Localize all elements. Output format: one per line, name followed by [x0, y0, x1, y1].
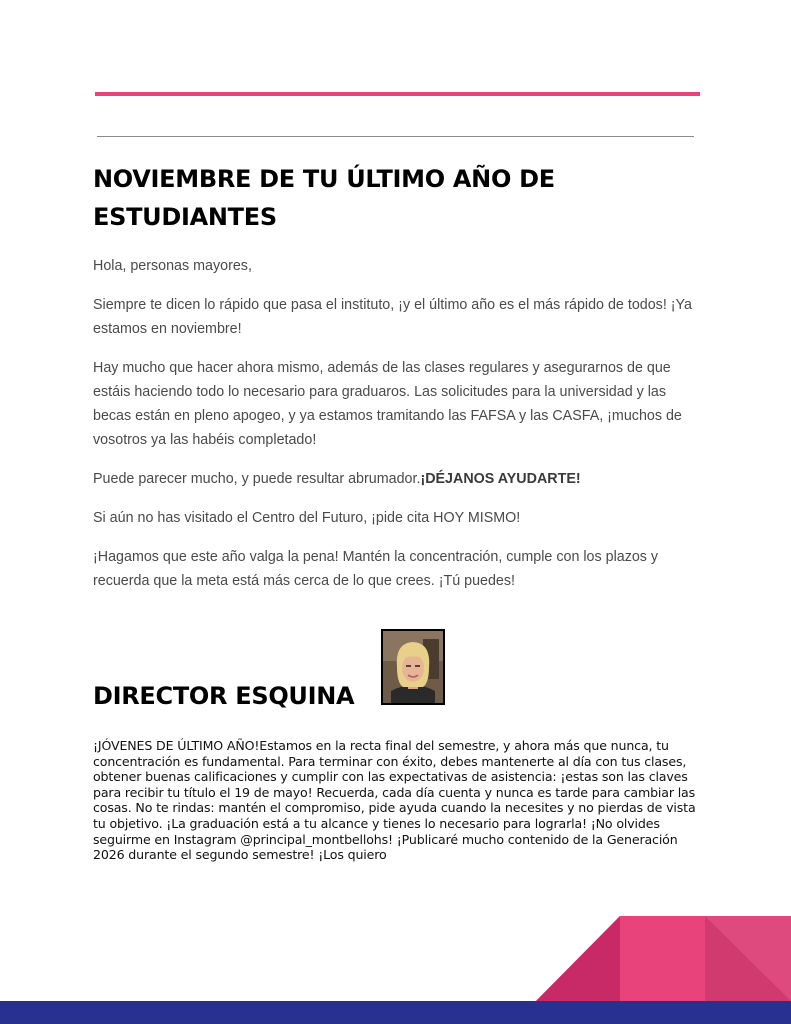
footer-navy-bar: [0, 1001, 791, 1024]
director-section-title: DIRECTOR ESQUINA: [93, 682, 355, 710]
letter-paragraph-3-text: Puede parecer mucho, y puede resultar abrumador.: [93, 471, 421, 487]
letter-paragraph-4: Si aún no has visitado el Centro del Futuro, ¡pide cita HOY MISMO!: [93, 510, 521, 526]
help-callout: ¡DÉJANOS AYUDARTE!: [420, 471, 581, 487]
letter-paragraph-2: Hay mucho que hacer ahora mismo, además de las clases regulares y asegurarnos de que estáis haciendo todo lo necesario para graduaros. Las solicitudes para la universidad y las becas están en pleno apogeo, y ya estamos tramitando las FAFSA y las CASFA, ¡muchos de vosotros ya las habéis completado!: [93, 360, 682, 448]
footer-magenta-triangle: [536, 916, 620, 1001]
letter-greeting: Hola, personas mayores,: [93, 258, 252, 274]
page-title: NOVIEMBRE DE TU ÚLTIMO AÑO DE ESTUDIANTES: [93, 165, 555, 231]
letter-paragraph-5: ¡Hagamos que este año valga la pena! Mantén la concentración, cumple con los plazos y recuerda que la meta está más cerca de lo que crees. ¡Tú puedes!: [93, 549, 659, 589]
letter-paragraph-1: Siempre te dicen lo rápido que pasa el instituto, ¡y el último año es el más rápido de todos! ¡Ya estamos en noviembre!: [93, 297, 692, 337]
director-message: ¡JÓVENES DE ÚLTIMO AÑO!Estamos en la recta final del semestre, y ahora más que nunca, tu concentración es fundamental. Para terminar con éxito, debes mantenerte al día con tus clases, obtener buenas calificaciones y cumplir con las expectativas de asistencia: ¡estas son las claves para recibir tu título el 19 de mayo! Recuerda, cada día cuenta y nunca es tarde para cambiar las cosas. No te rindas: mantén el compromiso, pide ayuda cuando la necesites y no pierdas de vista tu objetivo. ¡La graduación está a tu alcance y tienes lo necesario para lograrla! ¡No olvides seguirme en Instagram @principal_montbellohs! ¡Publicaré mucho contenido de la Generación 2026 durante el segundo semestre! ¡Los quiero: [93, 738, 696, 863]
